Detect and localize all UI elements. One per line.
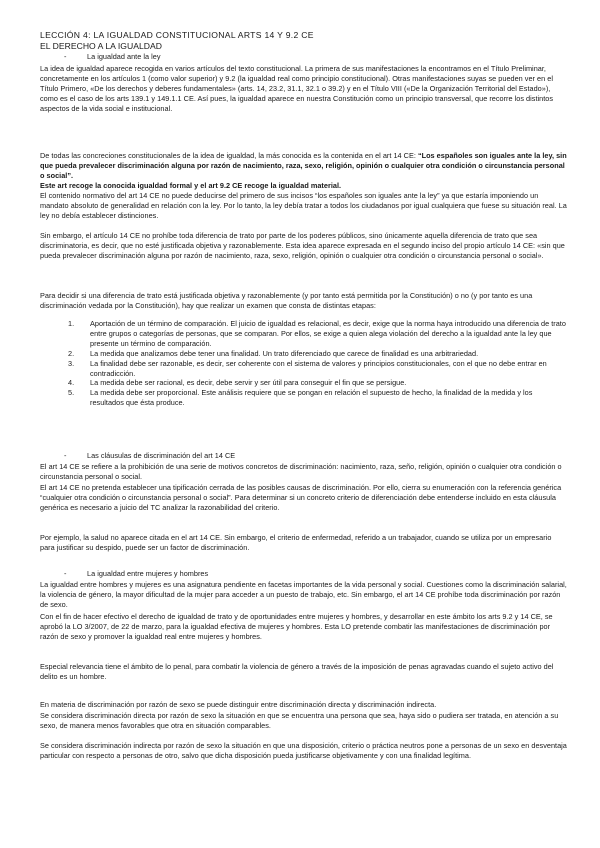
bullet-dash: - (64, 569, 67, 578)
art14-quote: “Los españoles son iguales ante la ley, sin que pueda prevalecer discriminación alguna por razón de nacimiento, raza, sexo, religión, opinión o cualquier otra condición o circunstancia personal o social”. (40, 151, 567, 180)
list-item-number: 2. (68, 348, 75, 358)
paragraph: Especial relevancia tiene el ámbito de lo penal, para combatir la violencia de género a través de la imposición de penas agravadas cuando el sujeto activo del delito es un hombre. (40, 662, 554, 681)
paragraph: Para decidir si una diferencia de trato está justificada objetiva y razonablemente (y por tanto está permitida por la Constitución) o no (y por tanto es una discriminación vedada por la Constitución), hay que realizar un examen que consta de distintas etapas: (40, 291, 533, 310)
bullet-dash: - (64, 451, 67, 460)
list-item (40, 319, 568, 349)
list-item-text: La medida que analizamos debe tener una finalidad. Un trato diferenciado que carece de finalidad es una arbitrariedad. (90, 348, 479, 358)
section-heading-igualdad-ante-la-ley (40, 52, 590, 62)
document-subtitle: EL DERECHO A LA IGUALDAD (40, 41, 162, 51)
section-heading-text: La igualdad entre mujeres y hombres (87, 569, 209, 578)
list-item (40, 349, 568, 359)
section-heading-text: La igualdad ante la ley (87, 52, 161, 61)
paragraph: Sin embargo, el artículo 14 CE no prohíbe toda diferencia de trato por parte de los poderes públicos, sino únicamente aquella diferencia de trato que sea discriminatoria, es decir, que no esté justificada objetiva y razonablemente. Esta idea aparece expresada en el segundo inciso del propio artículo 14 CE: «sin que pueda prevalecer discriminación alguna por razón de nacimiento, raza, sexo, religión, opinión o cualquier otra condición o circunstancia personal o social». (40, 231, 565, 260)
section-heading-text: Las cláusulas de discriminación del art 14 CE (87, 451, 236, 460)
list-item-text: La medida debe ser proporcional. Este análisis requiere que se pongan en relación el supuesto de hecho, la finalidad de la medida y los resultados que ésta produce. (90, 388, 533, 408)
paragraph: En materia de discriminación por razón de sexo se puede distinguir entre discriminación directa y discriminación indirecta. (40, 700, 437, 709)
paragraph-text: De todas las concreciones constitucionales de la idea de igualdad, la más conocida es la contenida en el art 14 CE: (40, 151, 418, 160)
list-item-text: La finalidad debe ser razonable, es decir, ser coherente con el sistema de valores y principios constitucionales, con el que no debe entrar en contradicción. (90, 358, 547, 378)
list-item-number: 4. (68, 378, 75, 388)
paragraph: El art 14 CE no pretenda establecer una tipificación cerrada de las posibles causas de discriminación. Por ello, cierra su enumeración con la referencia genérica “cualquier otra condición o circunstancia personal o social”. Para determinar si un concreto criterio de diferenciación debe entenderse incluido en esta cláusula genérica es necesario a juicio del TC analizar la razonabilidad del criterio. (40, 483, 562, 512)
paragraph: Se considera discriminación directa por razón de sexo la situación en que se encuentra una persona que sea, haya sido o pudiera ser tratada, en atención a su sexo, de manera menos favorables que otra en situación comparables. (40, 711, 559, 730)
list-item (40, 359, 568, 379)
list-item-number: 1. (68, 319, 75, 328)
paragraph: El art 14 CE se refiere a la prohibición de una serie de motivos concretos de discriminación: nacimiento, raza, seño, religión, opinión o cualquier otra condición o circunstancia personal o social. (40, 462, 562, 481)
paragraph: La igualdad entre hombres y mujeres es una asignatura pendiente en facetas importantes de la vida personal y social. Cuestiones como la discriminación salarial, la violencia de género, la mayor dificultad de la mujer para acceder a un puesto de trabajo, etc. Sin embargo, el art 14 CE prohíbe toda discriminación por razón de sexo. (40, 580, 567, 609)
document-title: LECCIÓN 4: LA IGUALDAD CONSTITUCIONAL ARTS 14 Y 9.2 CE (40, 30, 314, 40)
section-heading-clausulas (40, 451, 590, 461)
section-heading-mujeres-hombres (40, 569, 590, 579)
list-item (40, 378, 568, 388)
paragraph: Se considera discriminación indirecta por razón de sexo la situación en que una disposición, criterio o práctica neutros pone a personas de un sexo en desventaja particular con respecto a personas de otro, salvo que dicha disposición pueda justificarse objetivamente y con una finalidad legítima. (40, 741, 567, 760)
list-item-text: La medida debe ser racional, es decir, debe servir y ser útil para conseguir el fin que se persigue. (90, 378, 407, 388)
list-item-number: 3. (68, 358, 75, 368)
paragraph: Por ejemplo, la salud no aparece citada en el art 14 CE. Sin embargo, el criterio de enfermedad, referido a un trabajador, cuando se utiliza por un empresario para justificar su despido, puede ser un factor de discriminación. (40, 533, 552, 552)
list-item-text: Aportación de un término de comparación. El juicio de igualdad es relacional, es decir, exige que la norma haya introducido una diferencia de trato entre grupos o categorías de personas, que se comparan. Por ellos, se exige a quien alega violación del derecho a la igualdad ante la ley que presente un término de comparación. (90, 319, 566, 348)
paragraph: Con el fin de hacer efectivo el derecho de igualdad de trato y de oportunidades entre mujeres y hombres, y desarrollar en este ámbito los arts 9.2 y 14 CE, se aprobó la LO 3/2007, de 22 de marzo, para la igualdad efectiva de mujeres y hombres. Esta LO pretende combatir las manifestaciones de discriminación por razón de sexo y promover la igualdad real entre mujeres y hombres. (40, 612, 553, 641)
paragraph-bold-note: Este art recoge la conocida igualdad formal y el art 9.2 CE recoge la igualdad material. (40, 181, 342, 190)
paragraph: El contenido normativo del art 14 CE no puede deducirse del primero de sus incisos “los españoles son iguales ante la ley” ya que estaría imponiendo un mandato absoluto de generalidad en relación con la ley. Por lo tanto, la ley debía tratar a todos los ciudadanos por igual cualquiera que fuese su situación real. La ley no debía establecer distinciones. (40, 191, 567, 220)
bullet-dash: - (64, 52, 67, 61)
steps-list (40, 319, 568, 408)
paragraph-art14 (40, 151, 568, 181)
list-item-number: 5. (68, 388, 75, 398)
paragraph: La idea de igualdad aparece recogida en varios artículos del texto constitucional. La primera de sus manifestaciones la encontramos en el Título Preliminar, concretamente en los artículos 1 (como valor superior) y 9.2 (la igualdad real como principio constitucional). Otras manifestaciones suyas se pueden ver en el Título Primero, «De los derechos y deberes fundamentales» (arts. 14, 23.2, 31.1, 32.1 o 39.2) y en el Título VIII («De la Organización Territorial del Estado»), como es el caso de los arts 139.1 y 149.1.1 CE. Así pues, la igualdad aparece en nuestra Constitución como un principio transversal, que recorre los distintos aspectos de la vida social e institucional. (40, 64, 554, 113)
list-item (40, 388, 568, 408)
